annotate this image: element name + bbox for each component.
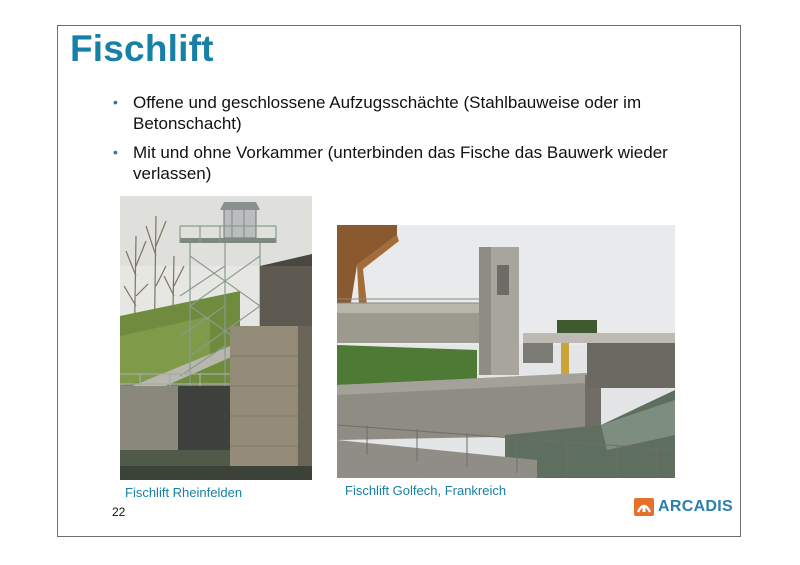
logo-text: ARCADIS bbox=[658, 498, 733, 515]
photo-fish-lift-tower bbox=[120, 196, 312, 480]
bullet-item bbox=[108, 92, 708, 134]
photo-caption-rheinfelden: Fischlift Rheinfelden bbox=[125, 485, 243, 500]
photo-caption-golfech: Fischlift Golfech, Frankreich bbox=[345, 483, 507, 498]
bullet-text: Mit und ohne Vorkammer (unterbinden das Fische das Bauwerk wieder verlassen) bbox=[133, 143, 668, 183]
page-number: 22 bbox=[112, 505, 126, 519]
bullet-list bbox=[108, 92, 708, 192]
photo-golfech bbox=[337, 225, 675, 478]
photo-rheinfelden bbox=[120, 196, 312, 480]
bullet-text: Offene und geschlossene Aufzugsschächte (Stahlbauweise oder im Betonschacht) bbox=[133, 93, 642, 133]
photo-fish-lift-dam bbox=[337, 225, 675, 478]
bullet-item bbox=[108, 142, 708, 184]
bullet-icon: • bbox=[113, 94, 118, 110]
arcadis-logo-icon bbox=[634, 498, 654, 516]
bullet-icon: • bbox=[113, 144, 118, 160]
slide bbox=[57, 25, 741, 537]
arcadis-logo bbox=[634, 498, 733, 516]
slide-title: Fischlift bbox=[70, 28, 214, 69]
